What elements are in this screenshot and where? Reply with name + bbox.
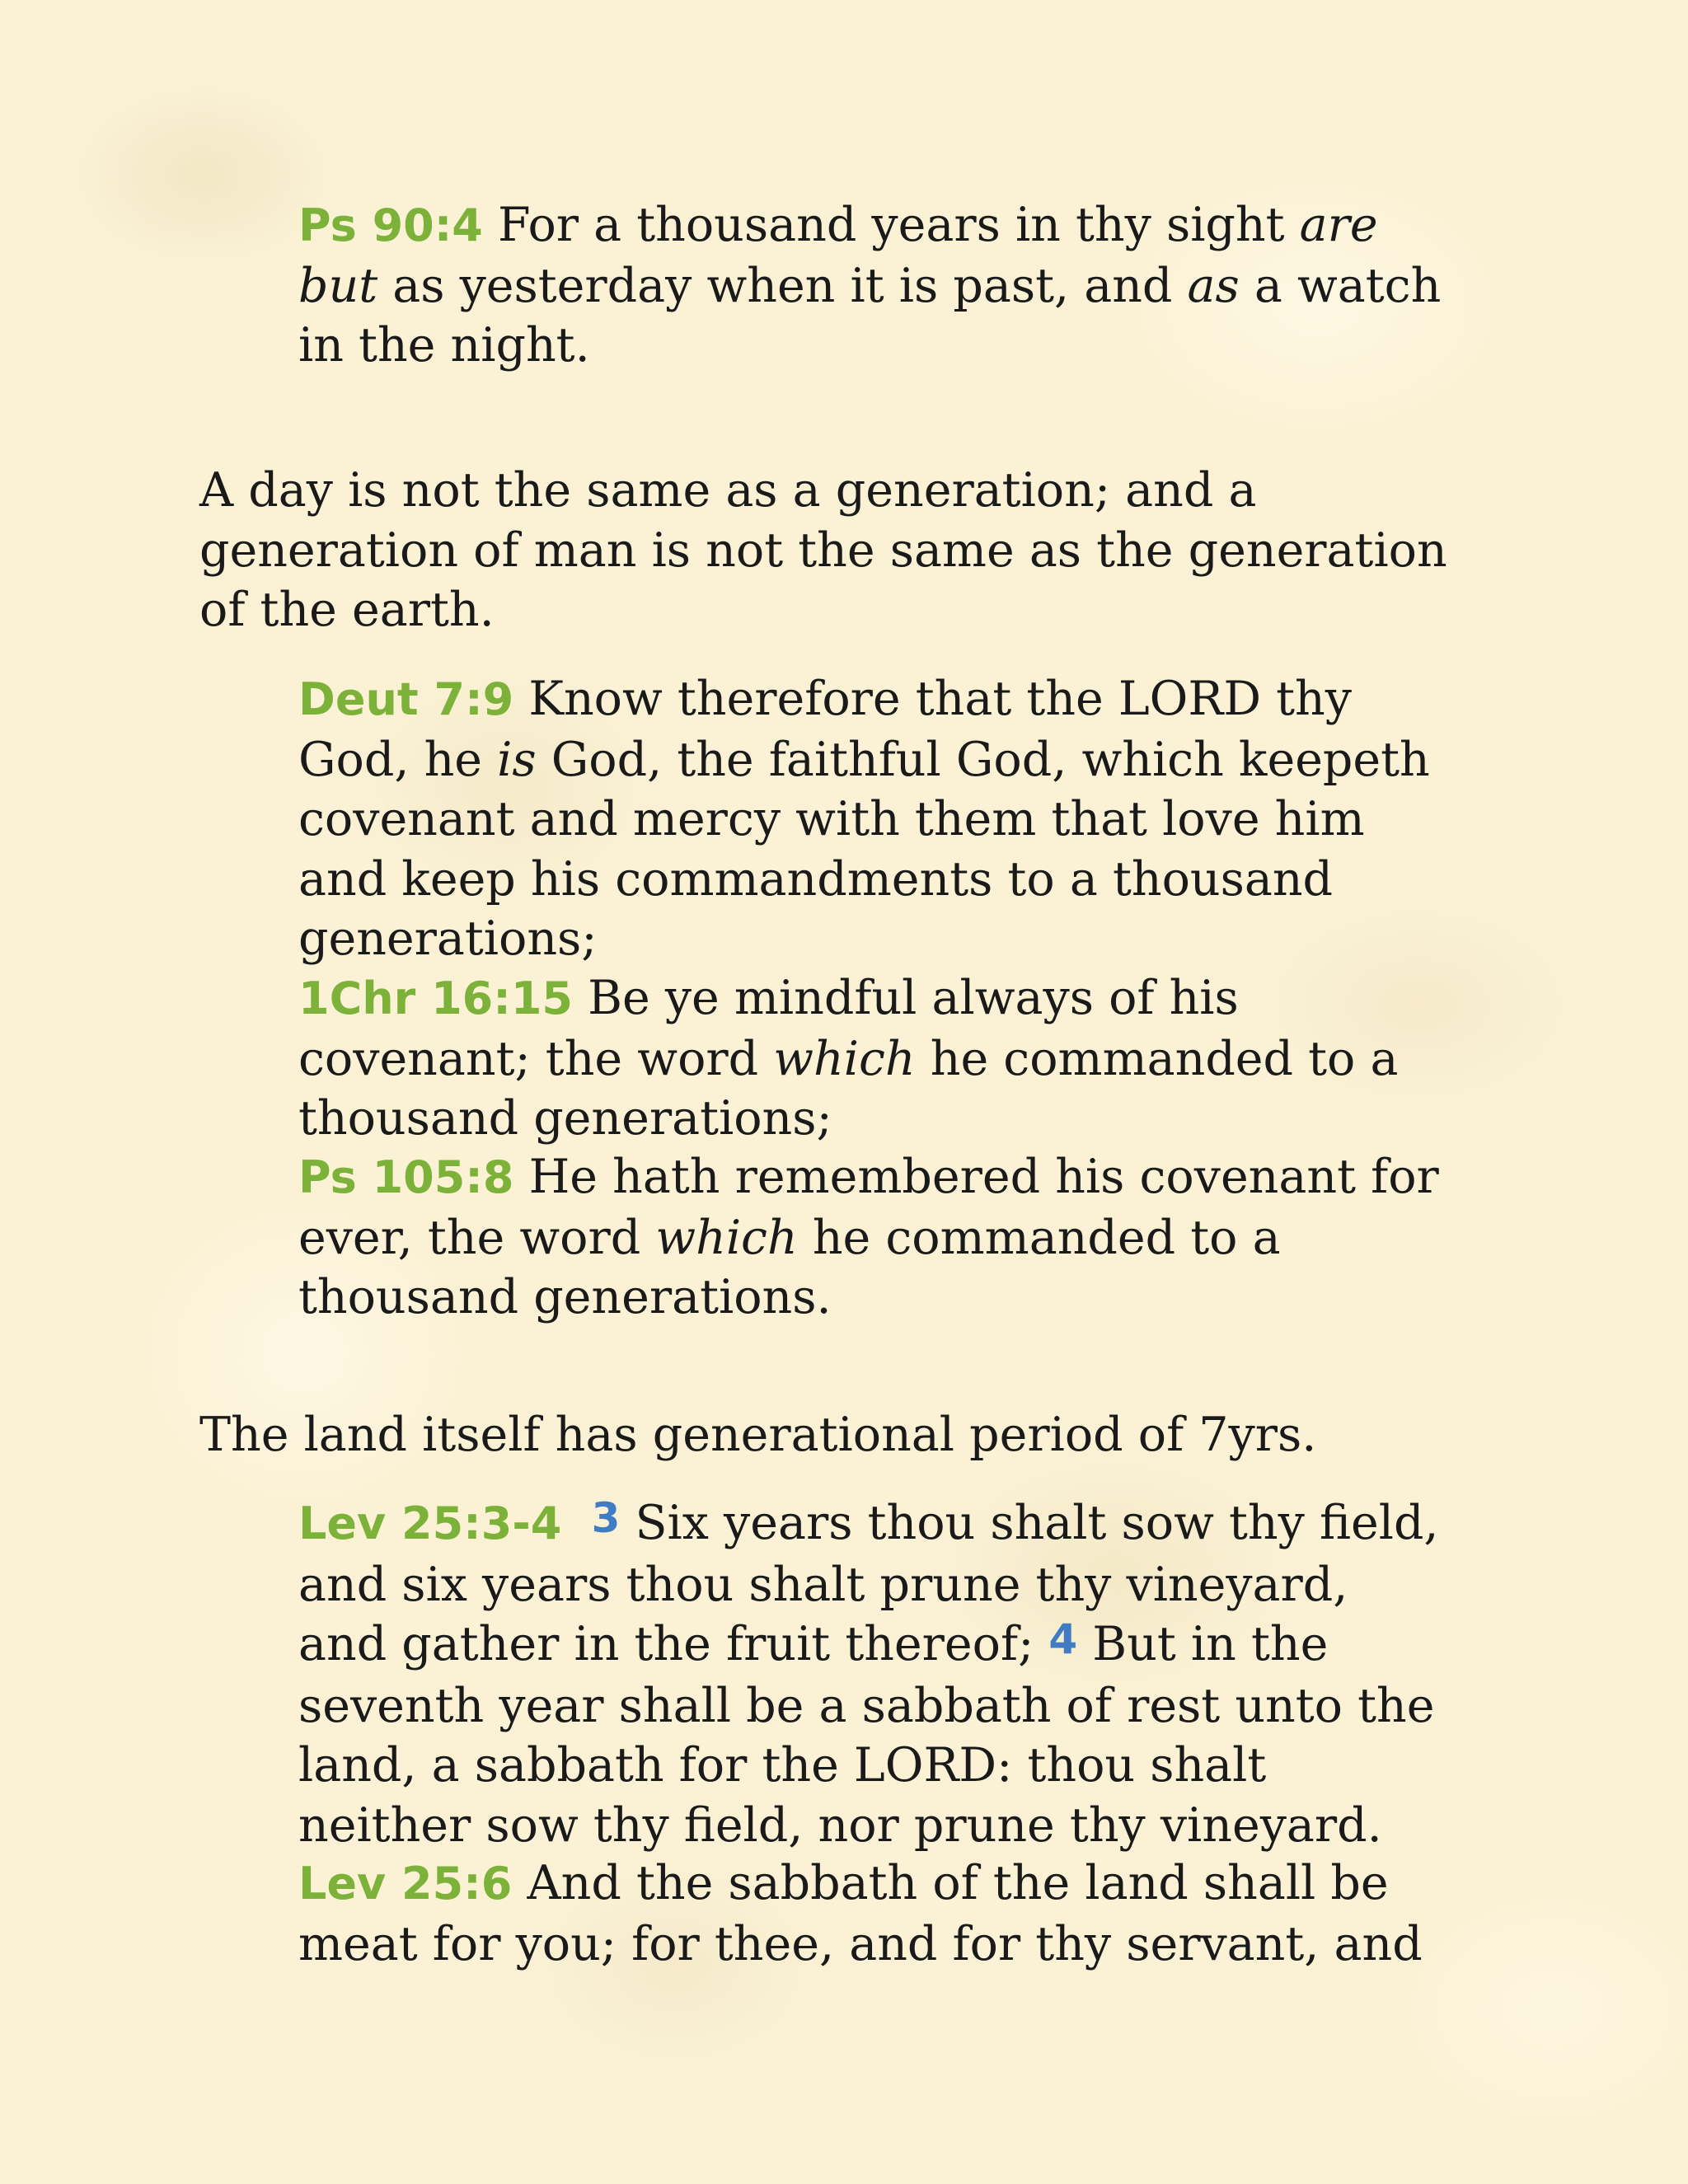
- verse-reference: Ps 90:4: [298, 199, 483, 251]
- verse-line: [298, 669, 1493, 730]
- paragraph-line: generation of man is not the same as the generation: [199, 523, 1447, 578]
- verse-line: [298, 256, 1493, 316]
- verse-text: ever, the word: [298, 1210, 656, 1265]
- verse-reference: Lev 25:6: [298, 1858, 513, 1910]
- verse-line: and six years thou shalt prune thy vineyard,: [298, 1557, 1348, 1612]
- verse-number: 3: [591, 1494, 621, 1542]
- verse-line: [298, 1029, 1493, 1090]
- verse-line: [298, 1854, 1493, 1915]
- verse-italic-text: as: [1187, 258, 1240, 313]
- verse-text: a watch: [1239, 258, 1442, 313]
- verse-line: in the night.: [298, 318, 590, 373]
- verse-reference: Deut 7:9: [298, 673, 514, 725]
- verse-line: land, a sabbath for the LORD: thou shalt: [298, 1738, 1267, 1793]
- verse-line: covenant and mercy with them that love him: [298, 792, 1365, 846]
- verse-text: and gather in the fruit thereof;: [298, 1617, 1049, 1671]
- verse-italic-text: but: [298, 258, 378, 313]
- verse-line: thousand generations;: [298, 1091, 832, 1146]
- verse-line: [298, 195, 1493, 256]
- verse-text: Know therefore that the LORD thy: [513, 672, 1352, 726]
- body-paragraph-generation: [199, 461, 1510, 640]
- verse-text: God, the faithful God, which keepeth: [536, 732, 1430, 787]
- verse-line: seventh year shall be a sabbath of rest unto the: [298, 1678, 1435, 1733]
- verse-reference: 1Chr 16:15: [298, 972, 573, 1024]
- verse-text: And the sabbath of the land shall be: [512, 1856, 1389, 1910]
- verse-ps-105-8: [298, 1147, 1493, 1328]
- verse-text: as yesterday when it is past, and: [377, 258, 1188, 313]
- verse-line: and keep his commandments to a thousand: [298, 851, 1334, 907]
- verse-text: Be ye mindful always of his: [572, 971, 1239, 1025]
- verse-text: He hath remembered his covenant for: [513, 1150, 1439, 1204]
- verse-text: he commanded to a: [915, 1031, 1399, 1086]
- verse-italic-text: are: [1299, 198, 1378, 252]
- body-paragraph-land: [199, 1405, 1510, 1465]
- verse-line: meat for you; for thee, and for thy servant, and: [298, 1916, 1423, 1971]
- verse-line: [298, 1147, 1493, 1208]
- verse-reference: Ps 105:8: [298, 1151, 514, 1203]
- verse-line: [298, 1493, 1493, 1555]
- verse-text: But in the: [1077, 1617, 1329, 1671]
- paragraph-line: of the earth.: [199, 583, 495, 637]
- verse-1chr-16-15: [298, 968, 1493, 1149]
- verse-line: thousand generations.: [298, 1270, 832, 1324]
- verse-italic-text: is: [497, 732, 537, 787]
- verse-deut-7-9: [298, 669, 1493, 969]
- verse-text: God, he: [298, 732, 498, 787]
- verse-text: he commanded to a: [797, 1210, 1281, 1265]
- verse-lev-25-3-4: [298, 1493, 1493, 1855]
- verse-text: For a thousand years in thy sight: [482, 198, 1300, 252]
- verse-lev-25-6: [298, 1854, 1493, 1974]
- paragraph-line: A day is not the same as a generation; and a: [199, 463, 1257, 518]
- verse-line: [298, 1208, 1493, 1268]
- verse-line: [298, 968, 1493, 1029]
- verse-italic-text: which: [655, 1210, 798, 1265]
- verse-line: neither sow thy field, nor prune thy vineyard.: [298, 1797, 1382, 1853]
- verse-number: 4: [1048, 1615, 1078, 1663]
- verse-line: [298, 1615, 1493, 1676]
- verse-line: [298, 730, 1493, 790]
- paragraph-line: The land itself has generational period of 7yrs.: [199, 1408, 1317, 1462]
- verse-italic-text: which: [773, 1031, 916, 1086]
- verse-ps-90-4: [298, 195, 1493, 376]
- verse-text: Six years thou shalt sow thy field,: [620, 1496, 1439, 1550]
- verse-line: generations;: [298, 912, 598, 966]
- verse-text: covenant; the word: [298, 1031, 774, 1086]
- verse-reference: Lev 25:3-4: [298, 1497, 562, 1549]
